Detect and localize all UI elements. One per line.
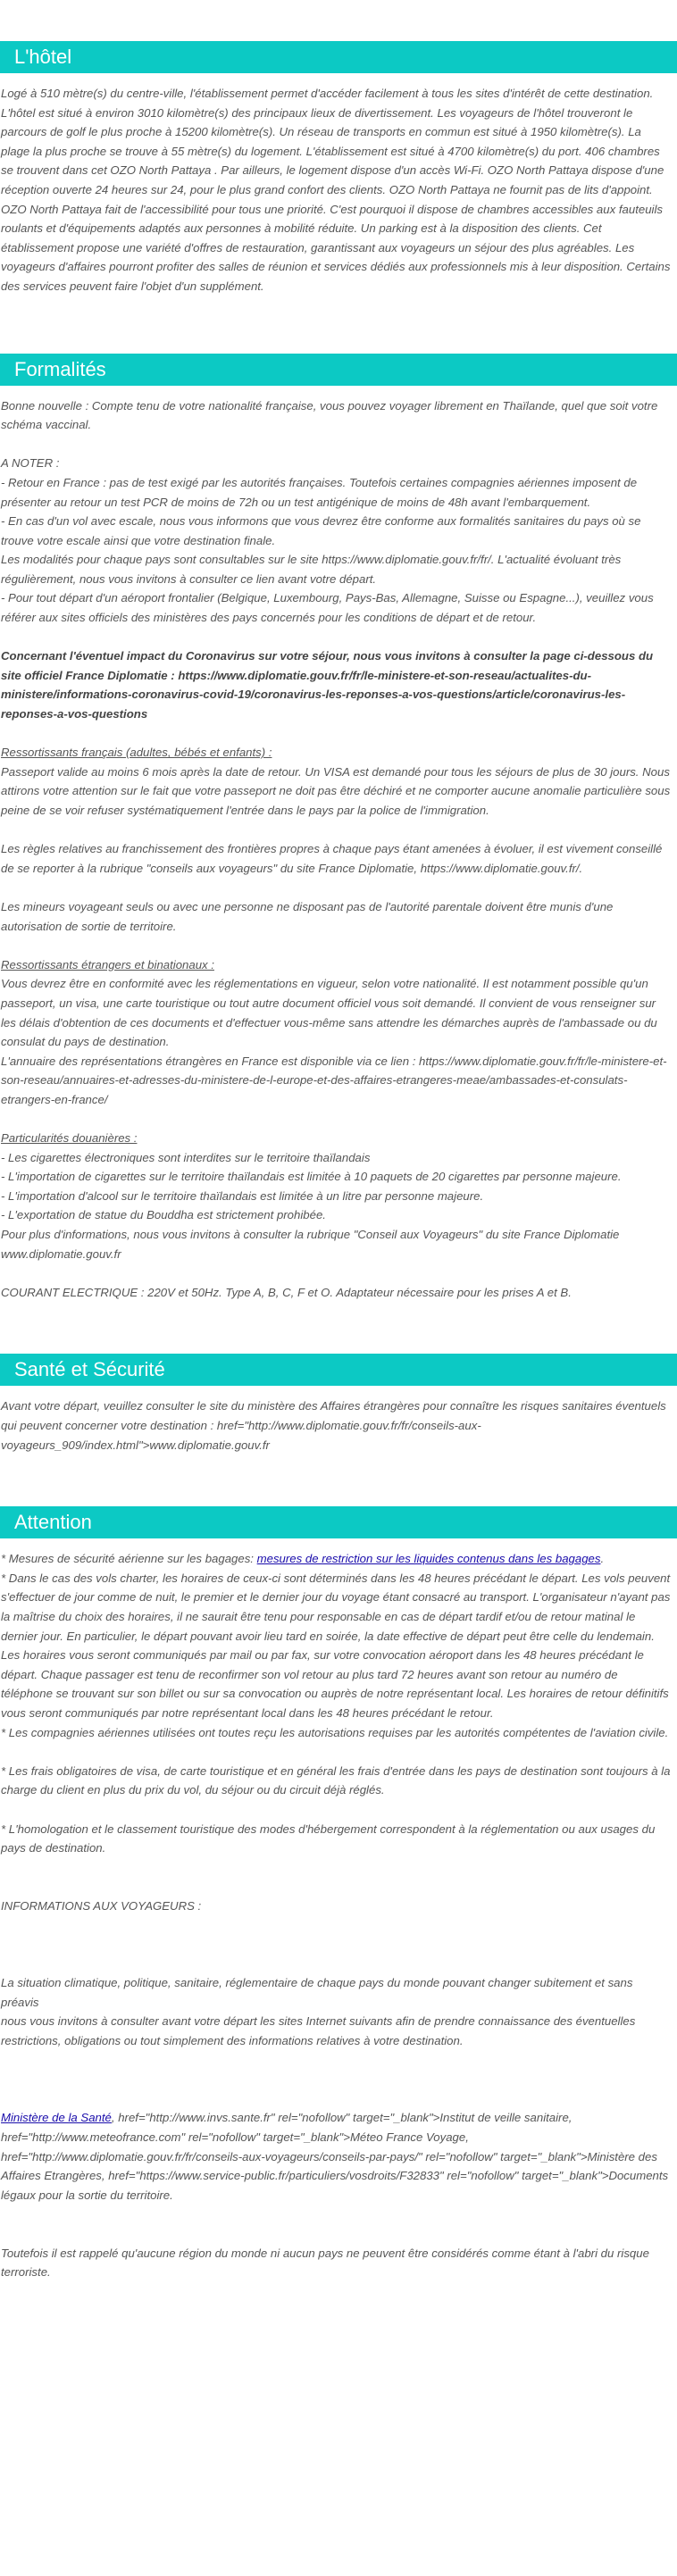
douane-item: - L'exportation de statue du Bouddha est strictement prohibée. [1, 1208, 326, 1222]
ressortissants-etrangers-text: Vous devrez être en conformité avec les réglementations en vigueur, selon votre nationalité. Il est notamment possible qu'un passeport, un visa, une carte touristique ou tout autre document officiel vous soit demandé. Il convient de vous renseigner sur les délais d'obtention de ces documents et d'effectuer vous-même sans attendre les démarches auprès de l'ambassade ou du consulat du pays de destination. [1, 977, 657, 1049]
formalites-intro: Bonne nouvelle : Compte tenu de votre nationalité française, vous pouvez voyager librement en Thaïlande, quel que soit votre schéma vaccinal. [1, 398, 658, 432]
mineurs-note: Les mineurs voyageant seuls ou avec une personne ne disposant pas de l'autorité parentale doivent être munis d'une autorisation de sortie de territoire. [1, 899, 614, 933]
aeroport-frontalier-note: - Pour tout départ d'un aéroport frontalier (Belgique, Luxembourg, Pays-Bas, Allemagne, Suisse ou Espagne...), veuillez vous référer aux sites officiels des ministères des pays concernés pour les conditions de départ et de retour. [1, 591, 654, 625]
ministere-sante-link[interactable]: Ministère de la Santé [1, 2111, 112, 2125]
section-attention [0, 1506, 677, 2282]
annuaire-note: L'annuaire des représentations étrangères en France est disponible via ce lien : https://www.diplomatie.gouv.fr/fr/le-ministere-et-son-reseau/annuaires-et-adresses-du-ministere-de-l-europe-et-des-affaires-etrangeres-meae/ambassades-et-consulats-etrangers-en-france/ [1, 1054, 667, 1106]
section-title-hotel: L'hôtel [0, 41, 677, 73]
ressortissants-etrangers-heading: Ressortissants étrangers et binationaux : [1, 957, 214, 971]
vols-charter-note: * Dans le cas des vols charter, les horaires de ceux-ci sont déterminés dans les 48 heures précédant le départ. Les vols peuvent s'effectuer de jour comme de nuit, le premier et le dernier jour du voyage étant consacré au transport. L'organisateur n'ayant pas la maîtrise du choix des horaires, il ne saurait être tenu pour responsable en cas de départ tardif et/ou de retour matinal le dernier jour. En particulier, le départ pouvant avoir lieu tard en soirée, la date effective de départ peut être celle du lendemain. Les horaires vous seront communiqués par mail ou par fax, sur votre convocation aéroport dans les 48 heures précédant le départ. Chaque passager est tenu de reconfirmer son vol retour au plus tard 72 heures avant son retour au numéro de téléphone se trouvant sur son billet ou sur sa convocation ou auprès de notre représentant local. Les horaires de retour définitifs vous seront communiqués par notre représentant local dans les 48 heures précédant le retour. [1, 1571, 671, 1720]
sante-paragraph: Avant votre départ, veuillez consulter le site du ministère des Affaires étrangères pour connaître les risques sanitaires éventuels qui peuvent concerner votre destination : href="http://www.diplomatie.gouv.fr/fr/conseils-aux-voyageurs_909/index.html">www.diplomatie.gouv.fr [1, 1399, 666, 1452]
section-hotel [0, 41, 677, 296]
douane-info: Pour plus d'informations, nous vous invitons à consulter la rubrique "Conseil aux Voyageurs" du site France Diplomatie www.diplomatie.gouv.fr [1, 1228, 620, 1261]
douane-item: - Les cigarettes électroniques sont interdites sur le territoire thaïlandais [1, 1150, 371, 1164]
formalites-content [0, 396, 672, 1303]
section-title-formalites: Formalités [0, 354, 677, 386]
hotel-paragraph: Logé à 510 mètre(s) du centre-ville, l'établissement permet d'accéder facilement à tous les sites d'intérêt de cette destination. L'hôtel est situé à environ 3010 kilomètre(s) des principaux lieux de divertissement. Les voyageurs de l'hôtel trouveront le parcours de golf le plus proche à 15200 kilomètre(s). Un réseau de transports en commun est situé à 1950 kilomètre(s). La plage la plus proche se trouve à 55 mètre(s) du logement. L'établissement est situé à 4700 kilomètre(s) du port. 406 chambres se trouvent dans cet OZO North Pattaya . Par ailleurs, le logement dispose d'un accès Wi-Fi. OZO North Pattaya dispose d'une réception ouverte 24 heures sur 24, pour le plus grand confort des clients. OZO North Pattaya ne fournit pas de lits d'appoint. OZO North Pattaya fait de l'accessibilité pour tous une priorité. C'est pourquoi il dispose de chambres accessibles aux fauteuils roulants et d'équipements adaptés aux personnes à mobilité réduite. Un parking est à la disposition des clients. Cet établissement propose une variété d'offres de restauration, garantissant aux voyageurs un séjour des plus agréables. Les voyageurs d'affaires pourront profiter des salles de réunion et services dédiés aux professionnels mis à leur disposition. Certains des services peuvent faire l'objet d'un supplément. [1, 87, 671, 293]
compagnies-note: * Les compagnies aériennes utilisées ont toutes reçu les autorisations requises par les autorités compétentes de l'aviation civile. [1, 1725, 669, 1739]
informations-voyageurs-heading: INFORMATIONS AUX VOYAGEURS : [1, 1898, 202, 1913]
vol-escale-note: - En cas d'un vol avec escale, nous vous informons que vous devrez être conforme aux formalités sanitaires du pays où se trouve votre escale ainsi que votre destination finale. [1, 514, 641, 547]
frais-note: * Les frais obligatoires de visa, de carte touristique et en général les frais d'entrée dans les pays de destination sont toujours à la charge du client en plus du prix du vol, du séjour ou du circuit déjà réglés. [1, 1763, 671, 1797]
liens-utiles [1, 2108, 672, 2205]
section-formalites [0, 354, 677, 1303]
sante-content [0, 1396, 672, 1455]
homologation-note: * L'homologation et le classement touristique des modes d'hébergement correspondent à la réglementation ou aux usages du pays de destination. [1, 1822, 656, 1855]
section-title-sante: Santé et Sécurité [0, 1354, 677, 1386]
douane-heading: Particularités douanières : [1, 1131, 138, 1146]
regles-frontieres: Les règles relatives au franchissement des frontières propres à chaque pays étant amenées à évoluer, il est vivement conseillé de se reporter à la rubrique "conseils aux voyageurs" du site France Diplomatie, https://www.diplomatie.gouv.fr/. [1, 842, 663, 875]
ressortissants-francais-heading: Ressortissants français (adultes, bébés et enfants) : [1, 746, 272, 760]
courant-electrique: COURANT ELECTRIQUE : 220V et 50Hz. Type A, B, C, F et O. Adaptateur nécessaire pour les prises A et B. [1, 1285, 572, 1299]
hotel-description [0, 84, 672, 296]
consulter-note: nous vous invitons à consulter avant votre départ les sites Internet suivants afin de prendre connaissance des éventuelles restrictions, obligations ou tout simplement des informations relatives à votre destination. [1, 2014, 636, 2048]
mesures-suffix: . [600, 1552, 605, 1566]
situation-note: La situation climatique, politique, sanitaire, réglementaire de chaque pays du monde pouvant changer subitement et sans préavis [1, 1976, 633, 2009]
retour-france-note: - Retour en France : pas de test exigé par les autorités françaises. Toutefois certaines compagnies aériennes imposent de présenter au retour un test PCR de moins de 72h ou un test antigénique de moins de 48h avant l'embarquement. [1, 475, 638, 509]
liens-utiles-text: , href="http://www.invs.sante.fr" rel="nofollow" target="_blank">Institut de veille sanitaire, href="http://www.meteofrance.com" rel="nofollow" target="_blank">Méteo France Voyage, href="http://www.diplomatie.gouv.fr/fr/conseils-aux-voyageurs/conseils-par-pays/" rel="nofollow" target="_blank">Ministère des Affaires Etrangères, href="https://www.service-public.fr/particuliers/vosdroits/F32833" rel="nofollow" target="_blank">Documents légaux pour la sortie du territoire. [1, 2111, 669, 2202]
coronavirus-notice: Concernant l'éventuel impact du Coronavirus sur votre séjour, nous vous invitons à consulter la page ci-dessous du site officiel France Diplomatie : https://www.diplomatie.gouv.fr/fr/le-ministere-et-son-reseau/actualites-du-ministere/informations-coronavirus-covid-19/coronavirus-les-reponses-a-vos-questions/article/coronavirus-les-reponses-a-vos-questions [1, 649, 654, 721]
section-sante [0, 1354, 677, 1455]
liquides-restriction-link[interactable]: mesures de restriction sur les liquides contenus dans les bagages [256, 1552, 601, 1566]
douane-item: - L'importation d'alcool sur le territoire thaïlandais est limitée à un litre par personne majeure. [1, 1188, 484, 1203]
douane-item: - L'importation de cigarettes sur le territoire thaïlandais est limitée à 10 paquets de 20 cigarettes par personne majeure. [1, 1170, 622, 1184]
mesures-prefix: * Mesures de sécurité aérienne sur les bagages: [1, 1552, 257, 1566]
modalites-note: Les modalités pour chaque pays sont consultables sur le site https://www.diplomatie.gouv.fr/fr/. L'actualité évoluant très régulièrement, nous vous invitons à consulter ce lien avant votre départ. [1, 553, 622, 586]
attention-content [0, 1549, 672, 2282]
terrorisme-note: Toutefois il est rappelé qu'aucune région du monde ni aucun pays ne peuvent être considérés comme étant à l'abri du risque terroriste. [1, 2246, 649, 2280]
a-noter-label: A NOTER : [1, 456, 60, 471]
section-title-attention: Attention [0, 1506, 677, 1538]
ressortissants-francais-text: Passeport valide au moins 6 mois après la date de retour. Un VISA est demandé pour tous les séjours de plus de 30 jours. Nous attirons votre attention sur le fait que votre passeport ne doit pas être déchiré et ne comporter aucune anomalie particulière sous peine de se voir refuser systématiquement l'entrée dans le pays par la police de l'immigration. [1, 764, 671, 817]
mesures-securite [1, 1549, 672, 1569]
